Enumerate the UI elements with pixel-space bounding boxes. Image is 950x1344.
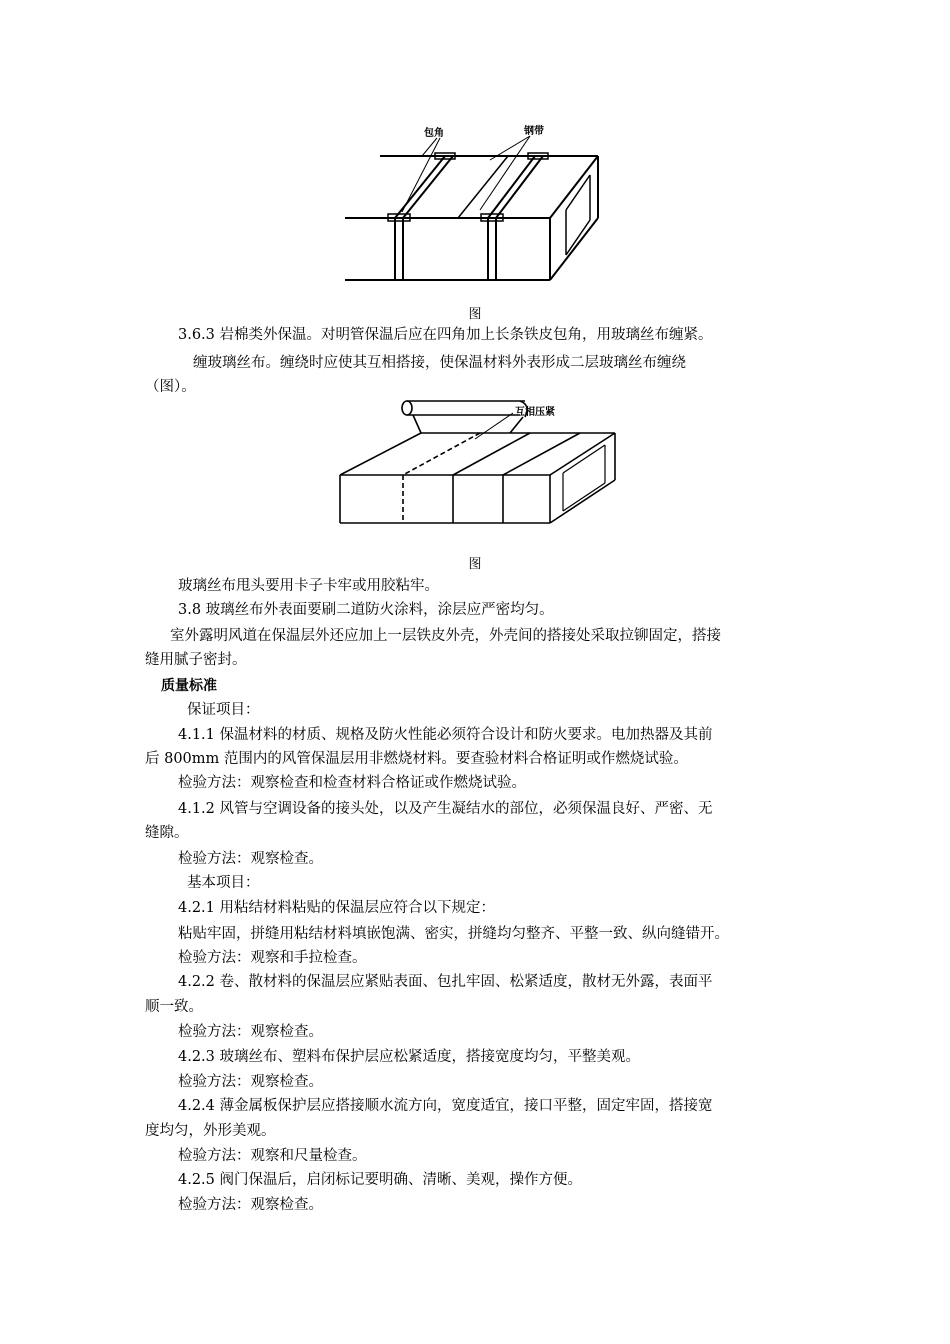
- para-3-6-3: 3.6.3 岩棉类外保温。对明管保温后应在四角加上长条铁皮包角，用玻璃丝布缠紧。: [178, 327, 713, 343]
- inspection-4-1-1: 检验方法：观察检查和检查材料合格证或作燃烧试验。: [178, 775, 526, 791]
- inspection-4-2-4: 检验方法：观察和尺量检查。: [178, 1148, 367, 1164]
- para-4-1-1-cont: 后 800mm 范围内的风管保温层用非燃烧材料。要查验材料合格证明或作燃烧试验。: [145, 751, 688, 767]
- label-corner-wrap: 包角: [424, 128, 444, 139]
- para-4-2-2: 4.2.2 卷、散材料的保温层应紧贴表面、包扎牢固、松紧适度，散材无外露，表面平: [178, 974, 713, 990]
- para-wrap-glass-cloth: 缠玻璃丝布。缠绕时应使其互相搭接，使保温材料外表形成二层玻璃丝布缠绕: [193, 355, 686, 371]
- heading-guarantee-items: 保证项目：: [187, 702, 260, 718]
- duct-wrap-illustration: [335, 395, 625, 530]
- inspection-4-2-1: 检验方法：观察和手拉检查。: [178, 950, 367, 966]
- para-4-2-4: 4.2.4 薄金属板保护层应搭接顺水流方向，宽度适宜，接口平整，固定牢固，搭接宽: [178, 1098, 713, 1114]
- label-overlap-press: 互相压紧: [515, 407, 555, 418]
- para-4-2-2-cont: 顺一致。: [145, 999, 203, 1015]
- inspection-4-2-5: 检验方法：观察检查。: [178, 1197, 323, 1213]
- figure1-caption: 图: [468, 307, 482, 322]
- para-wrap-glass-cloth-cont: （图）。: [145, 379, 196, 395]
- para-outdoor-duct-cont: 缝用腻子密封。: [145, 652, 247, 668]
- duct-strap-illustration: [340, 120, 610, 290]
- para-4-2-4-cont: 度均匀，外形美观。: [145, 1123, 276, 1139]
- label-steel-strap: 钢带: [524, 126, 544, 137]
- para-3-8: 3.8 玻璃丝布外表面要刷二道防火涂料，涂层应严密均匀。: [178, 602, 554, 618]
- para-4-2-5: 4.2.5 阀门保温后，启闭标记要明确、清晰、美观，操作方便。: [178, 1172, 583, 1188]
- inspection-4-2-3: 检验方法：观察检查。: [178, 1074, 323, 1090]
- para-4-2-1: 4.2.1 用粘结材料粘贴的保温层应符合以下规定：: [178, 900, 496, 916]
- figure-corner-wrap-diagram: [340, 120, 610, 290]
- figure-glass-cloth-diagram: [335, 395, 625, 530]
- inspection-4-2-2: 检验方法：观察检查。: [178, 1024, 323, 1040]
- heading-basic-items: 基本项目：: [187, 875, 260, 891]
- para-4-1-1: 4.1.1 保温材料的材质、规格及防火性能必须符合设计和防火要求。电加热器及其前: [178, 727, 713, 743]
- para-4-2-1-detail: 粘贴牢固，拼缝用粘结材料填嵌饱满、密实，拼缝均匀整齐、平整一致、纵向缝错开。: [178, 926, 729, 942]
- para-4-2-3: 4.2.3 玻璃丝布、塑料布保护层应松紧适度，搭接宽度均匀，平整美观。: [178, 1049, 641, 1065]
- para-cloth-end: 玻璃丝布甩头要用卡子卡牢或用胶粘牢。: [178, 578, 439, 594]
- heading-quality-standard: 质量标准: [161, 678, 217, 694]
- figure2-caption: 图: [468, 557, 482, 572]
- inspection-4-1-2: 检验方法：观察检查。: [178, 851, 323, 867]
- para-outdoor-duct: 室外露明风道在保温层外还应加上一层铁皮外壳，外壳间的搭接处采取拉铆固定，搭接: [170, 628, 721, 644]
- para-4-1-2: 4.1.2 风管与空调设备的接头处，以及产生凝结水的部位，必须保温良好、严密、无: [178, 801, 713, 817]
- para-4-1-2-cont: 缝隙。: [145, 825, 189, 841]
